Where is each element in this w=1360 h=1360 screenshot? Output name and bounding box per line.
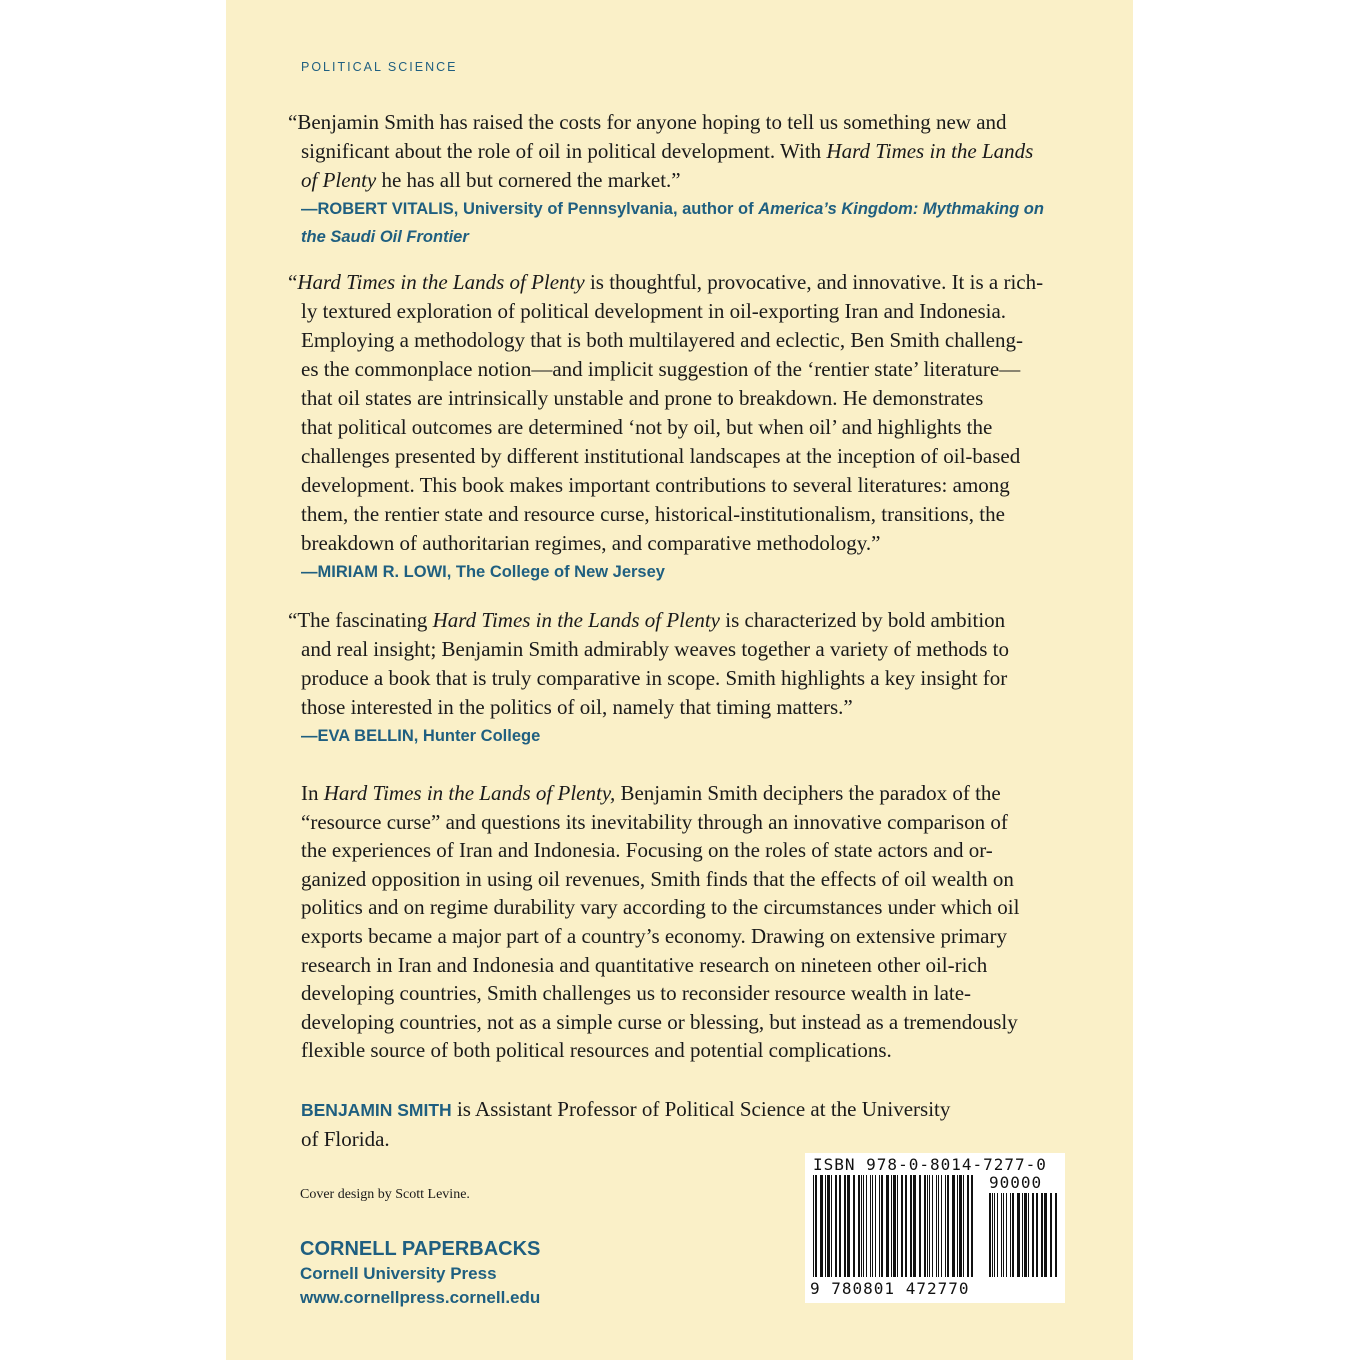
barcode-bar	[919, 1175, 921, 1277]
review-quote-1	[288, 108, 1078, 251]
barcode-bar	[891, 1175, 892, 1277]
barcode-bar	[901, 1175, 903, 1277]
barcode-bar	[905, 1175, 907, 1277]
barcode-bar	[1024, 1193, 1027, 1277]
barcode-bar	[881, 1175, 883, 1277]
barcode-bar	[941, 1175, 942, 1277]
barcode-bar	[997, 1193, 998, 1277]
quote-line: them, the rentier state and resource curse, historical-institutionalism, transitions, the	[301, 502, 1005, 526]
barcode-bar	[1041, 1193, 1043, 1277]
quote-line: of Plenty he has all but cornered the market.”	[301, 168, 681, 192]
barcode-bar	[893, 1175, 896, 1277]
barcode-bar	[1010, 1193, 1011, 1277]
quote-line: challenges presented by different institutional landscapes at the inception of oil-based	[301, 444, 1021, 468]
barcode-bar	[886, 1175, 889, 1277]
description-line: research in Iran and Indonesia and quantitative research on nineteen other oil-rich	[301, 952, 988, 977]
book-description	[301, 779, 1081, 1065]
barcode-bar	[815, 1175, 817, 1277]
barcode-bar	[866, 1175, 867, 1277]
barcode-bar	[844, 1175, 846, 1277]
barcode-bar	[929, 1175, 930, 1277]
barcode-bar	[853, 1175, 855, 1277]
barcode-bar	[1006, 1193, 1007, 1277]
cover-credit: Cover design by Scott Levine.	[300, 1187, 470, 1202]
attribution-line: —ROBERT VITALIS, University of Pennsylvania, author of America’s Kingdom: Mythmaking on	[301, 200, 1044, 218]
description-line: flexible source of both political resources and potential complications.	[301, 1038, 892, 1063]
publisher-imprint	[300, 1236, 540, 1310]
quote-line: that political outcomes are determined ‘not by oil, but when oil’ and highlights the	[301, 415, 993, 439]
barcode-bar	[1032, 1193, 1034, 1277]
attribution-line: —EVA BELLIN, Hunter College	[301, 727, 541, 745]
quote-line: development. This book makes important contributions to several literatures: among	[301, 473, 1010, 497]
barcode-bar	[924, 1175, 926, 1277]
quote-line: produce a book that is truly comparative in scope. Smith highlights a key insight for	[301, 666, 1008, 690]
quote-line: Employing a methodology that is both multilayered and eclectic, Ben Smith challeng-	[301, 328, 1023, 352]
barcode-bar	[994, 1193, 995, 1277]
barcode-bar	[989, 1193, 991, 1277]
barcode-bar	[831, 1175, 832, 1277]
barcode-bar	[1050, 1193, 1052, 1277]
barcode-bar	[1017, 1193, 1020, 1277]
barcode-bar	[936, 1175, 937, 1277]
quote-line: es the commonplace notion—and implicit suggestion of the ‘rentier state’ literature—	[301, 357, 1021, 381]
barcode-bar	[825, 1175, 826, 1277]
description-line: the experiences of Iran and Indonesia. Focusing on the roles of state actors and or-	[301, 838, 993, 863]
quote-line: ly textured exploration of political development in oil-exporting Iran and Indonesia.	[301, 299, 1007, 323]
barcode-bar	[952, 1175, 955, 1277]
attribution-line: —MIRIAM R. LOWI, The College of New Jersey	[301, 563, 665, 581]
barcode-bar	[1001, 1193, 1002, 1277]
barcode-bar	[820, 1175, 823, 1277]
barcode-bar	[947, 1175, 949, 1277]
barcode-bar	[932, 1175, 933, 1277]
quote-line: those interested in the politics of oil, namely that timing matters.”	[301, 695, 853, 719]
quote-line: significant about the role of oil in political development. With Hard Times in the Lands	[301, 139, 1034, 163]
barcode-bar	[938, 1175, 939, 1277]
barcode-bar	[879, 1175, 880, 1277]
quote-line: that oil states are intrinsically unstable and prone to breakdown. He demonstrates	[301, 386, 984, 410]
quote-text	[288, 606, 1078, 722]
barcode-bar	[913, 1175, 916, 1277]
barcode-bar	[910, 1175, 912, 1277]
isbn-barcode	[805, 1153, 1065, 1303]
barcode-bar	[897, 1175, 898, 1277]
barcode-bar	[847, 1175, 850, 1277]
quote-line: “Hard Times in the Lands of Plenty is thoughtful, provocative, and innovative. It is a rich-	[288, 270, 1044, 294]
barcode-bar	[1028, 1193, 1029, 1277]
quote-line: breakdown of authoritarian regimes, and comparative methodology.”	[301, 531, 881, 555]
description-line: In Hard Times in the Lands of Plenty, Benjamin Smith deciphers the paradox of the	[301, 781, 1001, 805]
barcode-bar	[870, 1175, 871, 1277]
barcode-bar	[1012, 1193, 1014, 1277]
review-quote-3	[288, 606, 1078, 750]
quote-attribution	[288, 196, 1078, 251]
review-quote-2	[288, 268, 1078, 586]
ean-number: 9 780801 472770	[810, 1279, 970, 1298]
attribution-line: the Saudi Oil Frontier	[301, 228, 469, 246]
quote-text	[288, 268, 1078, 558]
quote-line: “Benjamin Smith has raised the costs for anyone hoping to tell us something new and	[288, 110, 1007, 134]
barcode-bar	[967, 1175, 969, 1277]
barcode-bar	[963, 1175, 964, 1277]
description-line: developing countries, Smith challenges us to reconsider resource wealth in late-	[301, 981, 972, 1006]
barcode-bar	[839, 1175, 841, 1277]
author-bio	[301, 1095, 1081, 1153]
quote-text	[288, 108, 1078, 195]
price-code: 90000	[989, 1173, 1043, 1192]
barcode-bar	[1022, 1193, 1023, 1277]
barcode-bar	[813, 1175, 814, 1277]
barcode-bar	[872, 1175, 873, 1277]
description-line: politics and on regime durability vary according to the circumstances under which oil	[301, 895, 1020, 920]
description-line: ganized opposition in using oil revenues, Smith finds that the effects of oil wealth on	[301, 866, 1014, 891]
barcode-bar	[945, 1175, 946, 1277]
quote-line: “The fascinating Hard Times in the Lands of Plenty is characterized by bold ambition	[288, 608, 1006, 632]
category-label: POLITICAL SCIENCE	[301, 60, 458, 74]
barcode-bar	[1003, 1193, 1004, 1277]
barcode-bar	[1044, 1193, 1047, 1277]
author-bio-text-2: of Florida.	[301, 1126, 390, 1151]
barcode-bar	[835, 1175, 837, 1277]
barcode-bar	[1055, 1193, 1057, 1277]
barcode-bar	[863, 1175, 864, 1277]
description-line: “resource curse” and questions its inevitability through an innovative comparison of	[301, 809, 1008, 834]
author-bio-text: is Assistant Professor of Political Science at the University	[451, 1097, 951, 1121]
publisher-url: www.cornellpress.cornell.edu	[300, 1288, 541, 1307]
description-line: developing countries, not as a simple curse or blessing, but instead as a tremendously	[301, 1009, 1018, 1034]
isbn-label: ISBN 978-0-8014-7277-0	[813, 1155, 1047, 1174]
barcode-bar	[971, 1175, 973, 1277]
quote-attribution	[288, 723, 1078, 750]
barcode-bar	[957, 1175, 958, 1277]
quote-line: and real insight; Benjamin Smith admirably weaves together a variety of methods to	[301, 637, 1009, 661]
barcode-bar	[827, 1175, 830, 1277]
barcode-bar	[927, 1175, 928, 1277]
description-line: exports became a major part of a country’s economy. Drawing on extensive primary	[301, 923, 1007, 948]
barcode-bar	[1036, 1193, 1038, 1277]
barcode-bar	[875, 1175, 876, 1277]
barcode-bar	[959, 1175, 962, 1277]
barcode-bar	[992, 1193, 993, 1277]
barcode-bar	[858, 1175, 860, 1277]
quote-attribution	[288, 559, 1078, 586]
publisher-name: Cornell University Press	[300, 1264, 497, 1283]
series-name: CORNELL PAPERBACKS	[300, 1238, 541, 1260]
author-name: BENJAMIN SMITH	[301, 1100, 452, 1120]
barcode-bar	[861, 1175, 862, 1277]
